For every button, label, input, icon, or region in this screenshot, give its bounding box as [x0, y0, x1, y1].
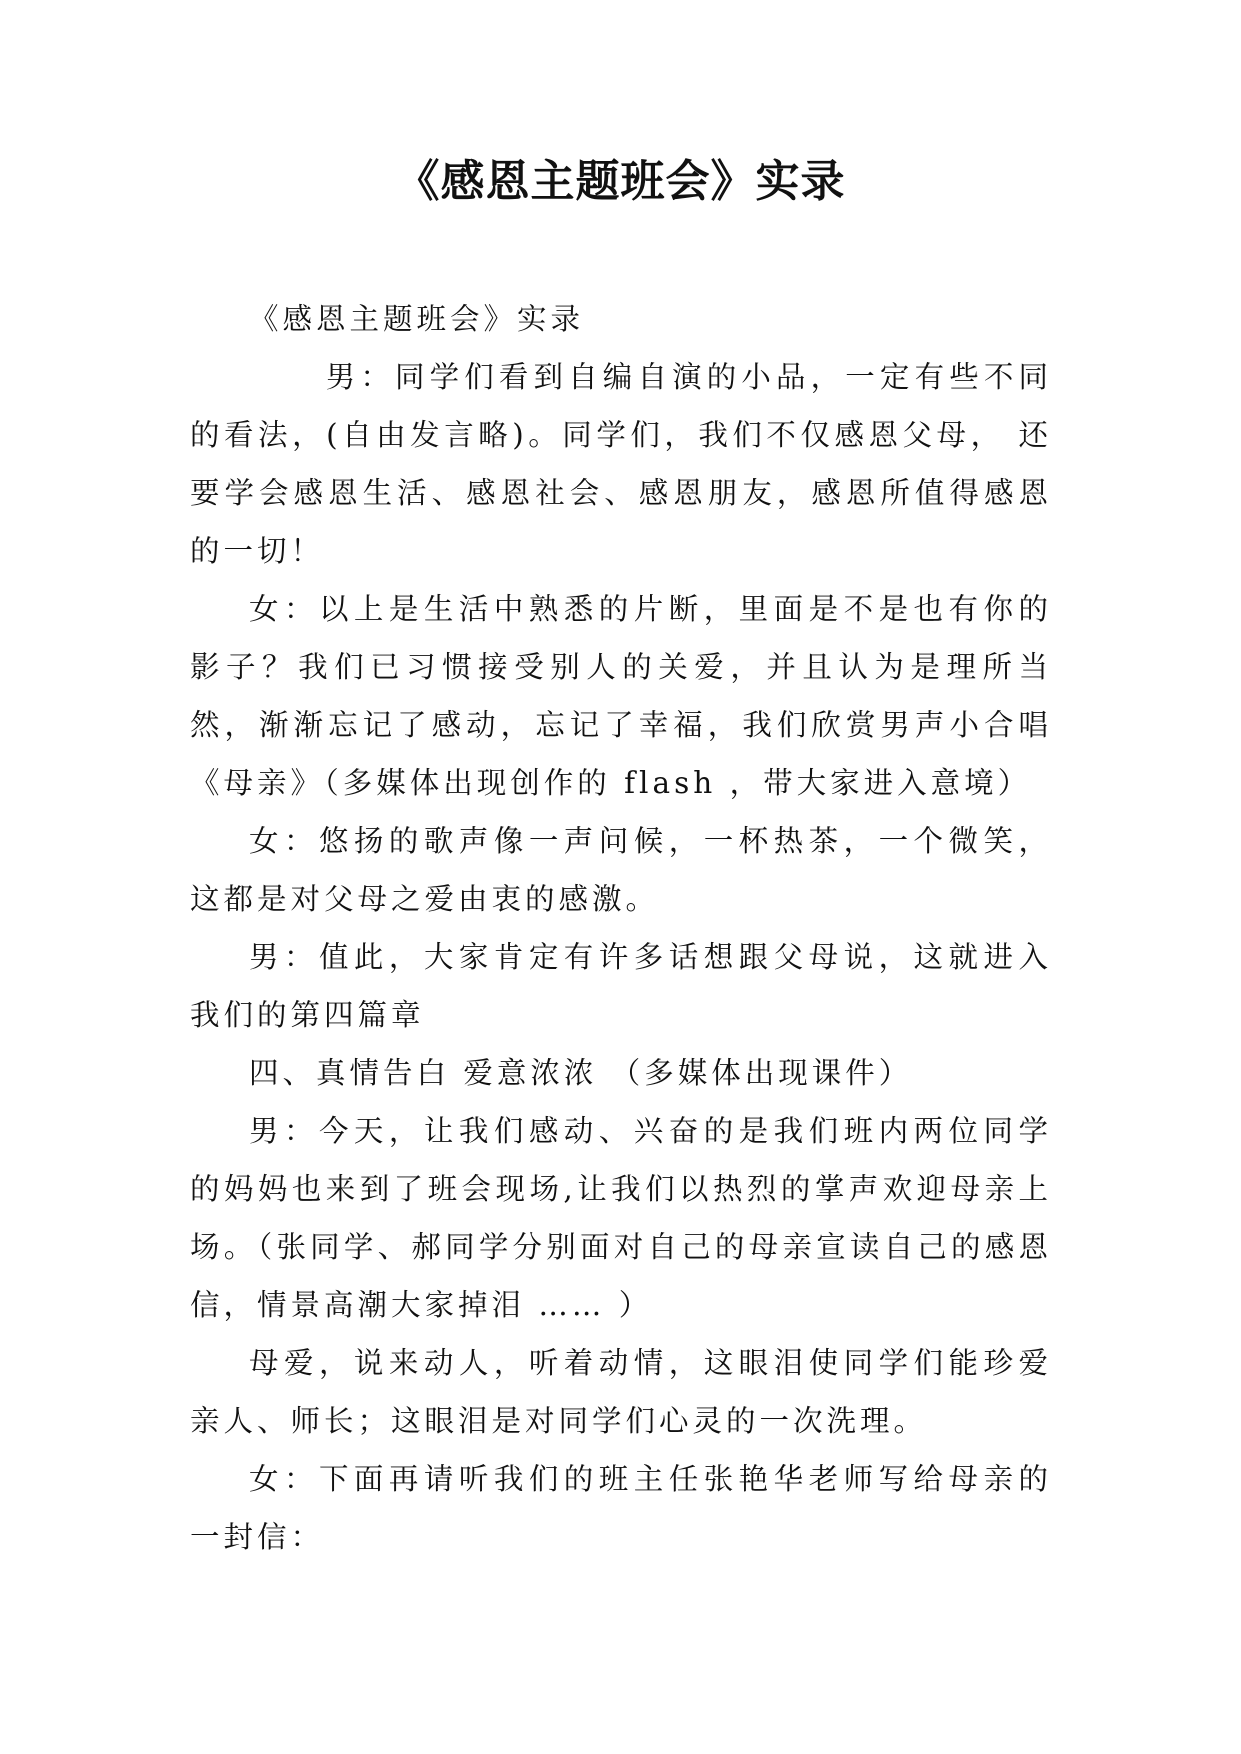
paragraph-subtitle: 《感恩主题班会》实录	[249, 302, 585, 336]
paragraph: 男：值此，大家肯定有许多话想跟父母说，这就进入我们的第四篇章	[190, 940, 1052, 1032]
section-heading: 四、真情告白 爱意浓浓 （多媒体出现课件）	[249, 1056, 913, 1090]
document-title: 《感恩主题班会》实录	[395, 156, 846, 207]
paragraph: 女：悠扬的歌声像一声问候，一杯热茶，一个微笑，这都是对父母之爱由衷的感激。	[190, 824, 1052, 916]
paragraph: 女：以上是生活中熟悉的片断，里面是不是也有你的影子？我们已习惯接受别人的关爱，并且认为是理所当然，渐渐忘记了感动，忘记了幸福，我们欣赏男声小合唱《母亲》（多媒体出现创作的 flash ，带大家进入意境）	[190, 592, 1052, 800]
document-body	[190, 290, 1052, 1566]
paragraph: 女：下面再请听我们的班主任张艳华老师写给母亲的一封信：	[190, 1462, 1052, 1554]
paragraph: 男：今天，让我们感动、兴奋的是我们班内两位同学的妈妈也来到了班会现场,让我们以热烈的掌声欢迎母亲上场。（张同学、郝同学分别面对自己的母亲宣读自己的感恩信，情景高潮大家掉泪 …… ）	[190, 1114, 1052, 1322]
paragraph: 男：同学们看到自编自演的小品，一定有些不同的看法，(自由发言略)。同学们，我们不仅感恩父母， 还要学会感恩生活、感恩社会、感恩朋友，感恩所值得感恩的一切！	[190, 360, 1052, 568]
paragraph: 母爱，说来动人，听着动情，这眼泪使同学们能珍爱亲人、师长；这眼泪是对同学们心灵的一次洗理。	[190, 1346, 1052, 1438]
